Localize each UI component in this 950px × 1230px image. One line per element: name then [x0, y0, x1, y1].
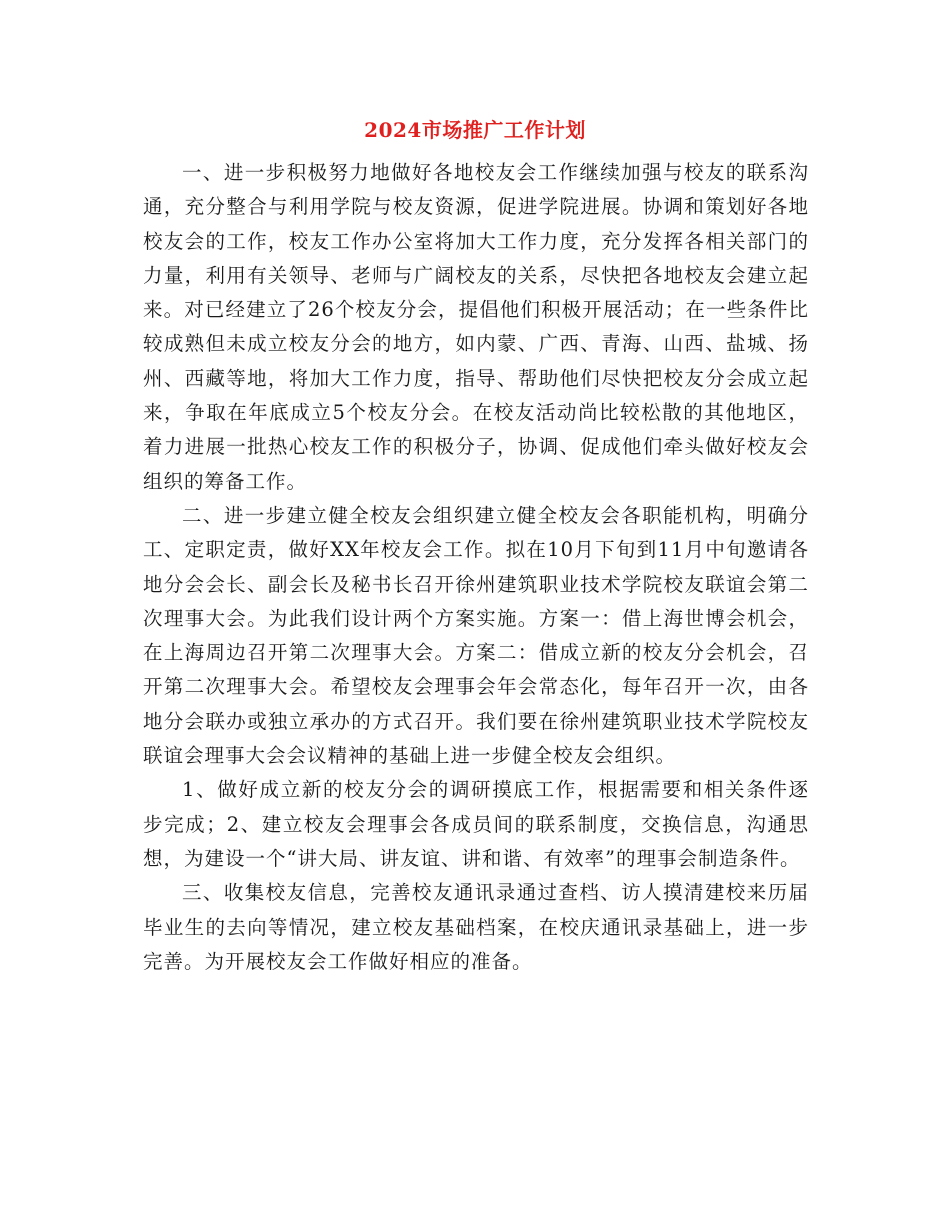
paragraph-3: 1、做好成立新的校友分会的调研摸底工作，根据需要和相关条件逐步完成；2、建立校友会理事会各成员间的联系制度，交换信息，沟通思想，为建设一个“讲大局、讲友谊、讲和谐、有效率”的理事会制造条件。	[143, 778, 809, 870]
document-body	[143, 156, 809, 979]
paragraph-1: 一、进一步积极努力地做好各地校友会工作继续加强与校友的联系沟通，充分整合与利用学院与校友资源，促进学院进展。协调和策划好各地校友会的工作，校友工作办公室将加大工作力度，充分发挥各相关部门的力量，利用有关领导、老师与广阔校友的关系，尽快把各地校友会建立起来。对已经建立了26个校友分会，提倡他们积极开展活动；在一些条件比较成熟但未成立校友分会的地方，如内蒙、广西、青海、山西、盐城、扬州、西藏等地，将加大工作力度，指导、帮助他们尽快把校友分会成立起来，争取在年底成立5个校友分会。在校友活动尚比较松散的其他地区，着力进展一批热心校友工作的积极分子，协调、促成他们牵头做好校友会组织的筹备工作。	[143, 161, 809, 493]
paragraph-4: 三、收集校友信息，完善校友通讯录通过查档、访人摸清建校来历届毕业生的去向等情况，建立校友基础档案，在校庆通讯录基础上，进一步完善。为开展校友会工作做好相应的准备。	[143, 881, 809, 973]
document-title: 2024市场推广工作计划	[364, 118, 586, 142]
paragraph-2: 二、进一步建立健全校友会组织建立健全校友会各职能机构，明确分工、定职定责，做好XX年校友会工作。拟在10月下旬到11月中旬邀请各地分会会长、副会长及秘书长召开徐州建筑职业技术学院校友联谊会第二次理事大会。为此我们设计两个方案实施。方案一：借上海世博会机会，在上海周边召开第二次理事大会。方案二：借成立新的校友分会机会，召开第二次理事大会。希望校友会理事会年会常态化，每年召开一次，由各地分会联办或独立承办的方式召开。我们要在徐州建筑职业技术学院校友联谊会理事大会会议精神的基础上进一步健全校友会组织。	[143, 503, 809, 768]
